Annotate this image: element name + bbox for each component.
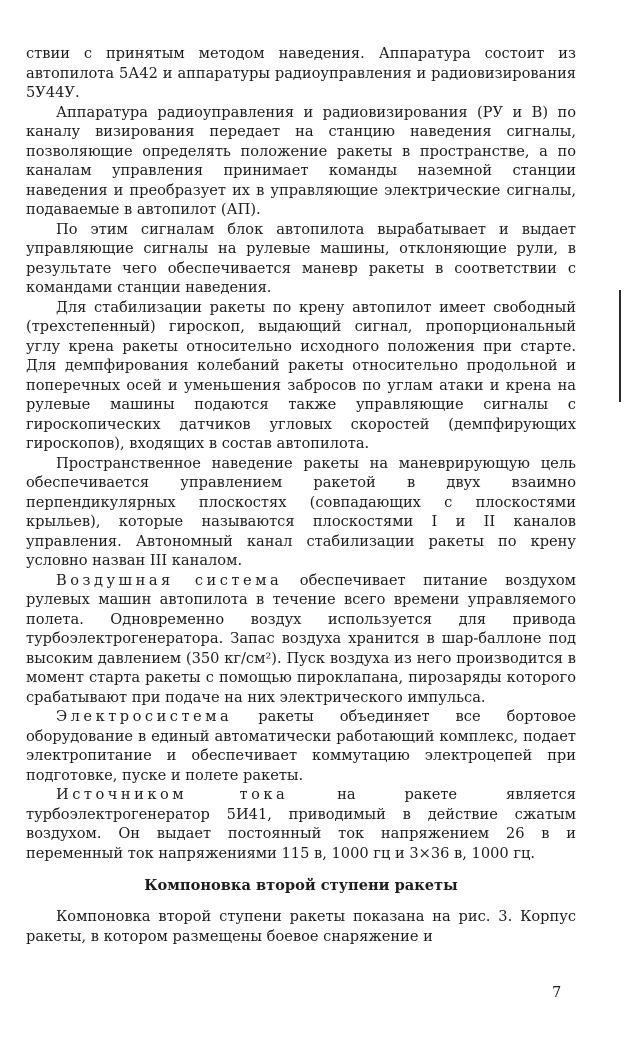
power-source-term: Источником тока — [56, 786, 289, 803]
paragraph-spatial-guidance: Пространственное наведение ракеты на маневрирующую цель обеспечивается управлением ракетой в двух взаимно перпендикулярных плоскостях (совпадающих с плоскостями крыльев), которые называются плоскостями I и II каналов управления. Автономный канал стабилизации ракеты по крену условно назван III каналом. — [26, 454, 576, 569]
page-body — [26, 44, 576, 946]
paragraph-power-source — [26, 785, 576, 863]
electrical-system-text: ракеты объединяет все бортовое оборудование в единый автоматически работающий комплекс, подает электропитание и обеспечивает коммутацию электроцепей при подготовке, пуске и полете ракеты. — [26, 708, 576, 784]
section-heading: Компоновка второй ступени ракеты — [144, 877, 458, 894]
air-system-term: Воздушная система — [56, 571, 283, 589]
paragraph-roll-stabilization: Для стабилизации ракеты по крену автопилот имеет свободный (трехстепенный) гироскоп, выдающий сигнал, пропорциональный углу крена ракеты относительно исходного положения при старте. Для демпфирования колебаний ракеты относительно продольной и поперечных осей и уменьшения забросов по углам атаки и крена на рулевые машины подаются также управляющие сигналы с гироскопических датчиков угловых скоростей (демпфирующих гироскопов), входящих в состав автопилота. — [26, 298, 576, 452]
paragraph-electrical-system — [26, 707, 576, 785]
paragraph-air-system — [26, 571, 576, 708]
page-number: 7 — [552, 984, 562, 1001]
paragraph-autopilot-signals: По этим сигналам блок автопилота вырабатывает и выдает управляющие сигналы на рулевые машины, отклоняющие рули, в результате чего обеспечивается маневр ракеты в соответствии с командами станции наведения. — [26, 220, 576, 296]
paragraph-continuation: ствии с принятым методом наведения. Аппаратура состоит из автопилота 5А42 и аппаратуры радиоуправления и радиовизирования 5У44У. — [26, 45, 576, 101]
paragraph-layout: Компоновка второй ступени ракеты показана на рис. 3. Корпус ракеты, в котором размещены боевое снаряжение и — [26, 908, 576, 945]
electrical-system-term: Электросистема — [56, 708, 233, 725]
air-system-text: обеспечивает питание воздухом рулевых машин автопилота в течение всего времени управляемого полета. Одновременно воздух используется для привода турбоэлектрогенератора. Запас воздуха хранится в шар-баллоне под высоким давлением (350 кг/см²). Пуск воздуха из него производится в момент старта ракеты с помощью пироклапана, пирозаряды которого срабатывают при подаче на них электрического импульса. — [26, 571, 576, 706]
power-source-text: на ракете является турбоэлектрогенератор 5И41, приводимый в действие сжатым воздухом. Он выдает постоянный ток напряжением 26 в и переменный ток напряжениями 115 в, 1000 гц и 3×36 в, 1000 гц. — [26, 786, 576, 862]
scan-edge-line — [619, 290, 621, 402]
paragraph-radio-control: Аппаратура радиоуправления и радиовизирования (РУ и В) по каналу визирования передает на станцию наведения сигналы, позволяющие определять положение ракеты в пространстве, а по каналам управления принимает команды наземной станции наведения и преобразует их в управляющие электрические сигналы, подаваемые в автопилот (АП). — [26, 103, 576, 218]
